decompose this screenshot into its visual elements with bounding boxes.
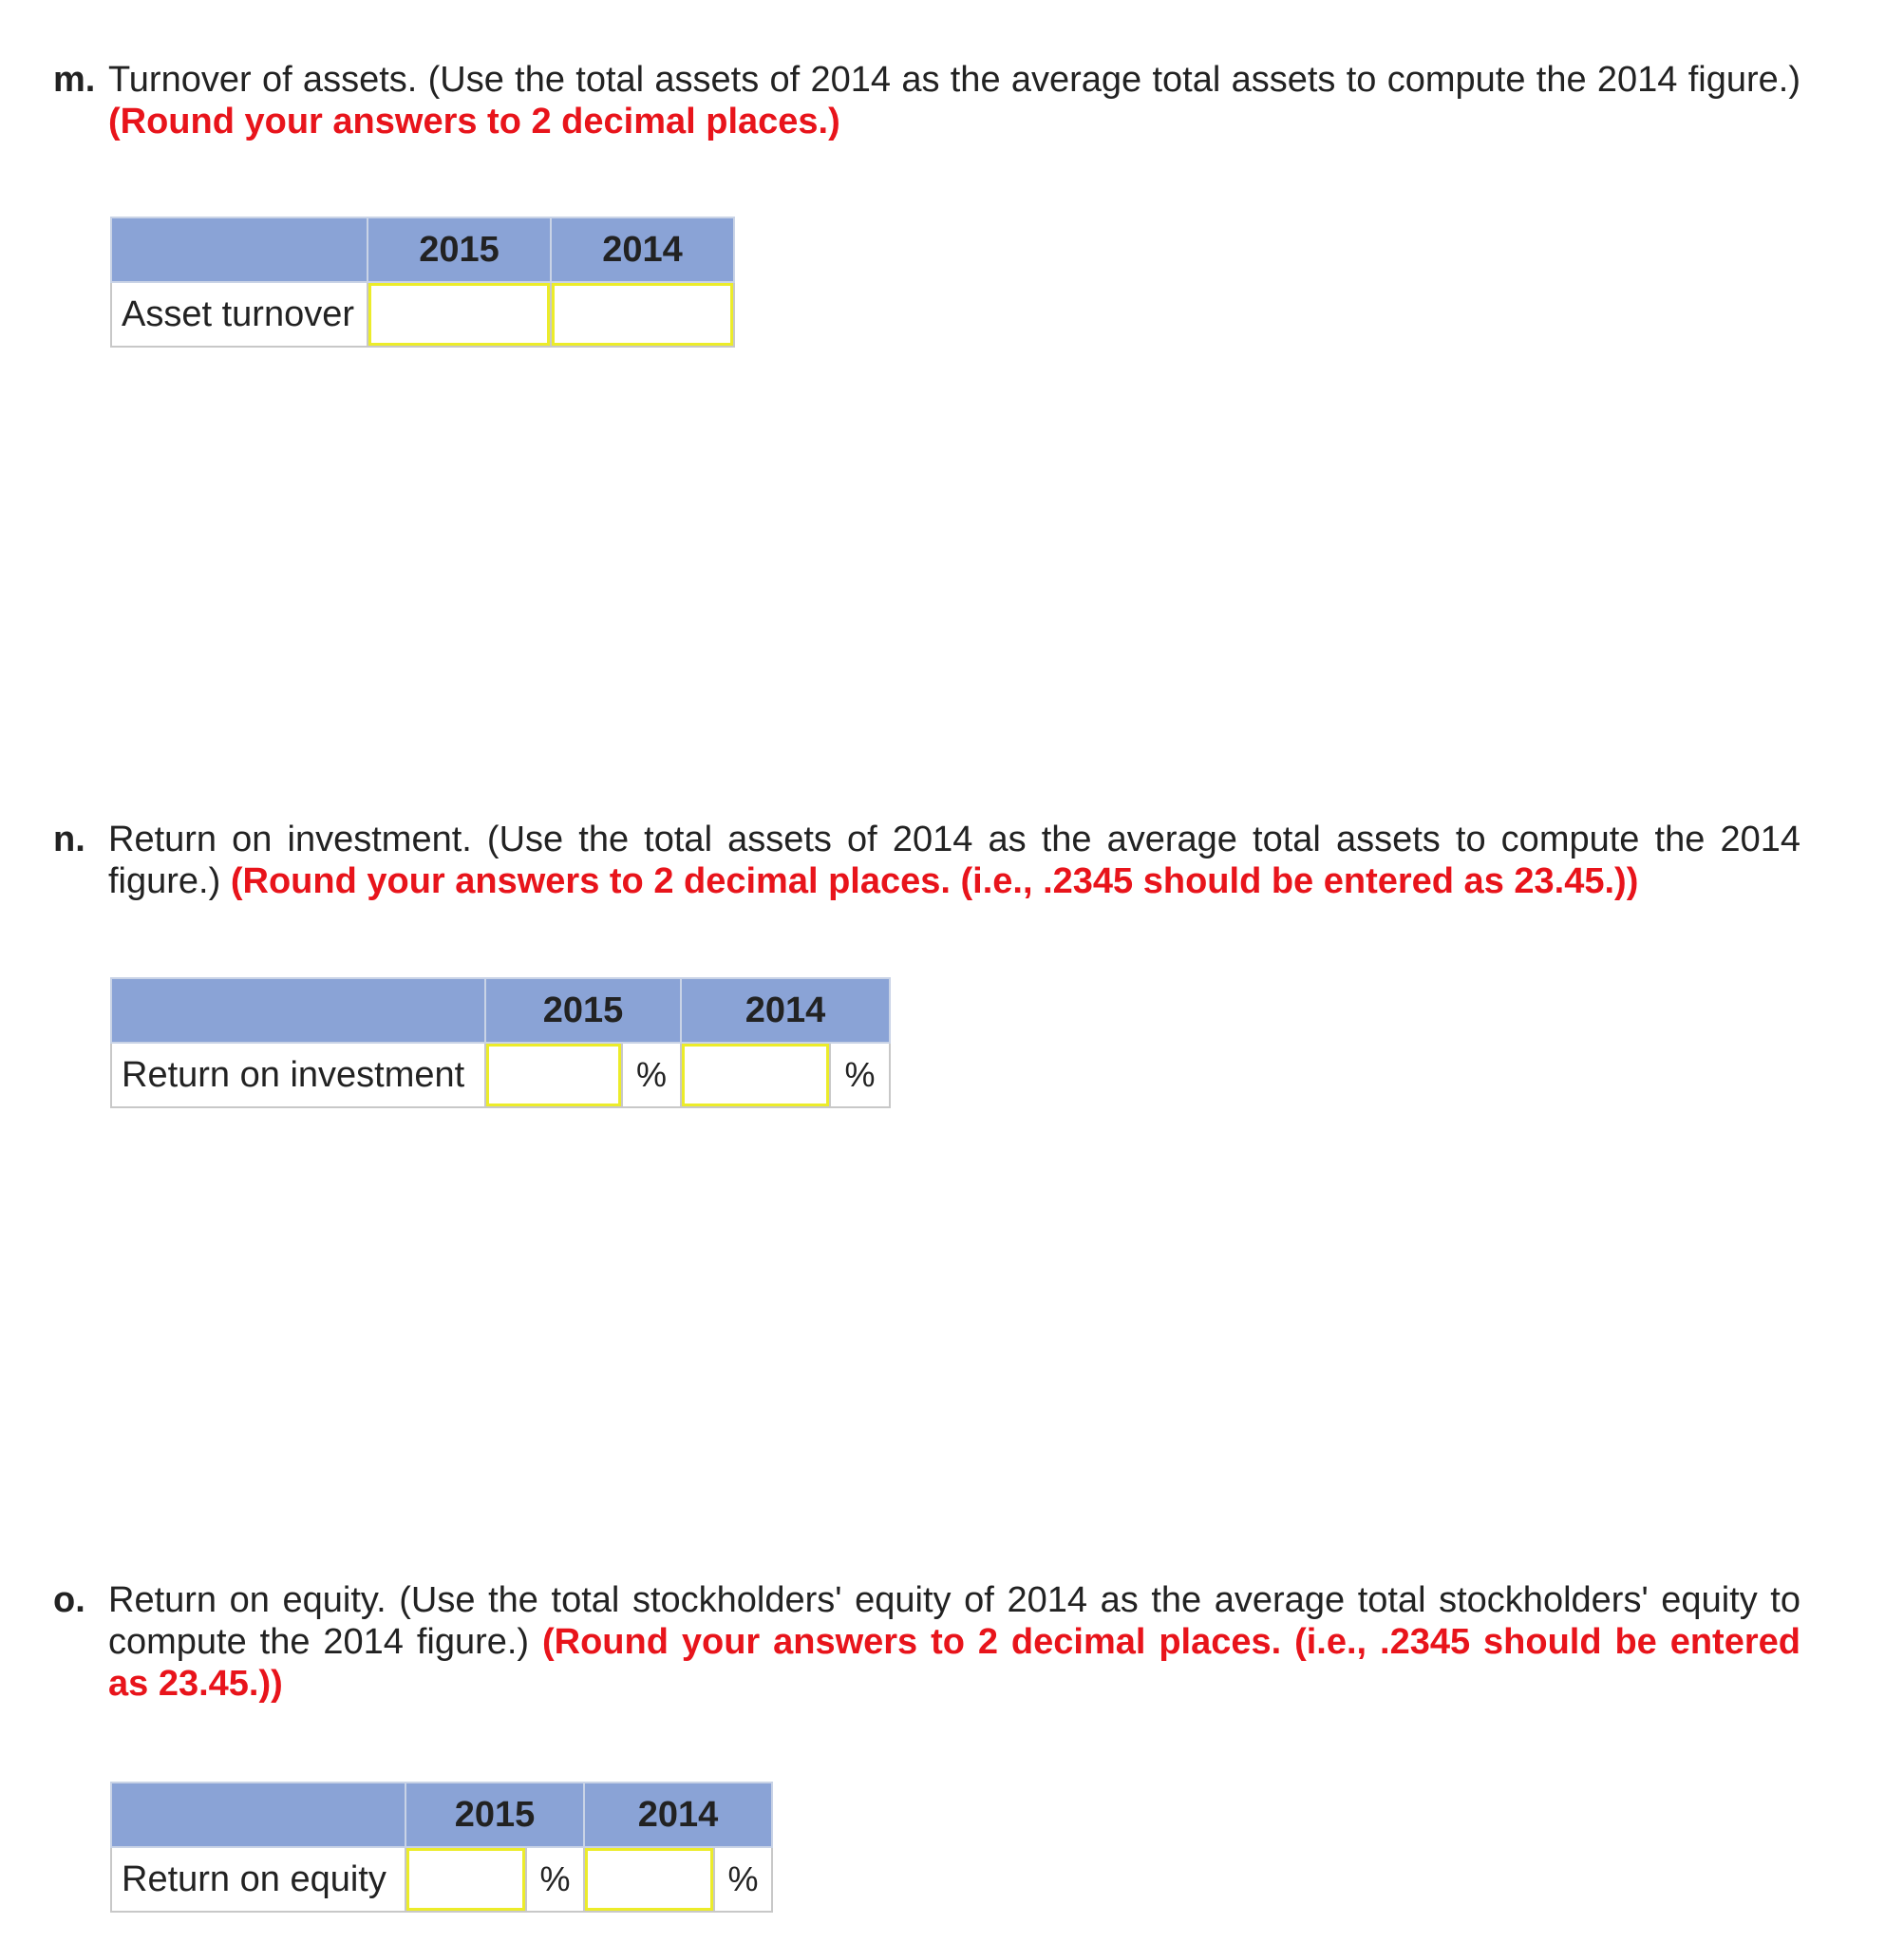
asset-turnover-2015-input[interactable]	[368, 283, 550, 346]
header-blank	[111, 978, 485, 1043]
header-blank	[111, 217, 368, 282]
question-text-block	[108, 819, 1800, 902]
rounding-hint: (Round your answers to 2 decimal places. (i.e., .2345 should be entered as 23.45.))	[108, 1622, 1800, 1704]
percent-unit: %	[622, 1043, 681, 1107]
input-cell-2015	[368, 282, 551, 347]
rounding-hint: (Round your answers to 2 decimal places.)	[108, 102, 840, 141]
table-row	[111, 1043, 890, 1107]
asset-turnover-table	[110, 217, 735, 348]
input-cell-2014	[681, 1043, 830, 1107]
rounding-hint: (Round your answers to 2 decimal places. (i.e., .2345 should be entered as 23.45.))	[230, 861, 1639, 901]
question-letter: o.	[53, 1580, 85, 1620]
question-text-block	[108, 59, 1800, 142]
question-text: Turnover of assets. (Use the total assets of 2014 as the average total assets to compute the 2014 figure.)	[108, 60, 1800, 100]
row-label-return-on-investment: Return on investment	[111, 1043, 485, 1107]
percent-unit: %	[526, 1847, 584, 1912]
header-2015: 2015	[368, 217, 551, 282]
question-text: Return on investment. (Use the total assets of 2014 as the average total assets to compute the 2014 figure.)	[108, 820, 1800, 901]
roi-2015-input[interactable]	[486, 1044, 621, 1106]
question-letter: m.	[53, 60, 96, 100]
percent-unit: %	[830, 1043, 890, 1107]
input-cell-2014	[551, 282, 734, 347]
header-2015: 2015	[485, 978, 681, 1043]
input-cell-2015	[405, 1847, 526, 1912]
header-2014: 2014	[584, 1783, 772, 1847]
question-n	[53, 819, 1800, 902]
question-text-block	[108, 1579, 1800, 1705]
question-m	[53, 59, 1800, 142]
question-text: Return on equity. (Use the total stockholders' equity of 2014 as the average total stockholders' equity to compute the 2014 figure.)	[108, 1580, 1800, 1662]
table-header-row	[111, 1783, 772, 1847]
roi-2014-input[interactable]	[682, 1044, 829, 1106]
table-row	[111, 1847, 772, 1912]
header-2014: 2014	[681, 978, 890, 1043]
roe-2015-input[interactable]	[406, 1848, 525, 1911]
question-letter: n.	[53, 820, 85, 859]
row-label-asset-turnover: Asset turnover	[111, 282, 368, 347]
header-blank	[111, 1783, 405, 1847]
input-cell-2015	[485, 1043, 622, 1107]
input-cell-2014	[584, 1847, 714, 1912]
asset-turnover-2014-input[interactable]	[552, 283, 733, 346]
header-2015: 2015	[405, 1783, 584, 1847]
row-label-return-on-equity: Return on equity	[111, 1847, 405, 1912]
table-header-row	[111, 217, 734, 282]
header-2014: 2014	[551, 217, 734, 282]
roe-2014-input[interactable]	[585, 1848, 713, 1911]
return-on-equity-table	[110, 1782, 773, 1913]
table-header-row	[111, 978, 890, 1043]
return-on-investment-table	[110, 977, 891, 1108]
question-o	[53, 1579, 1800, 1705]
percent-unit: %	[714, 1847, 772, 1912]
table-row	[111, 282, 734, 347]
